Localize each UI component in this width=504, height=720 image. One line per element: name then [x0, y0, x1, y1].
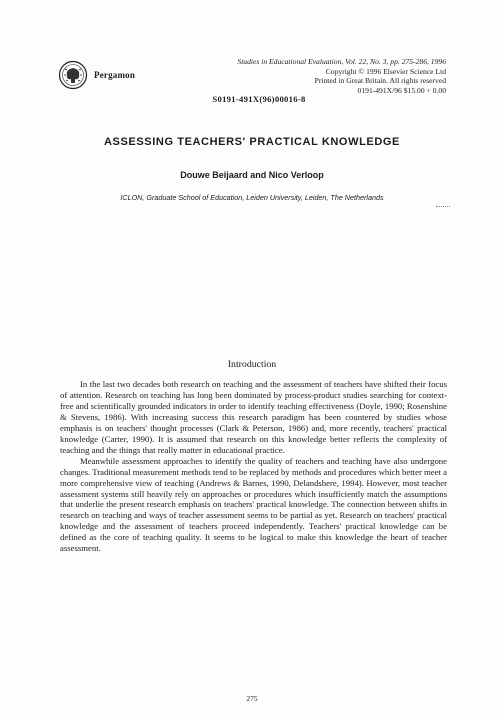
publisher-name: Pergamon: [94, 70, 136, 80]
copyright-line: Copyright © 1996 Elsevier Science Ltd: [325, 66, 446, 76]
body-paragraph: In the last two decades both research on teaching and the assessment of teachers have shifted their focus of attention. Research on teaching has long been dominated by process-product studies searching for context-free and scientifically grounded indicators in order to identify teaching effectiveness (Doyle, 1990; Rosenshine & Stevens, 1986). With increasing success this research paradigm has been countered by studies whose emphasis is on teachers' thought processes (Clark & Peterson, 1986) and, more recently, teachers' practical knowledge (Carter, 1990). It is assumed that research on this knowledge better reflects the complexity of teaching and the things that really matter in educational practice.: [60, 379, 447, 455]
body-paragraph: Meanwhile assessment approaches to identify the quality of teachers and teaching have also undergone changes. Traditional measurement methods tend to be replaced by methods and procedures which better meet a more comprehensive view of teaching (Andrews & Barnes, 1990, Delandshere, 1994). However, most teacher assessment systems still heavily rely on approaches or procedures which insufficiently match the assumptions that underlie the present research emphasis on teachers' practical knowledge. The connection between shifts in research on teaching and ways of teacher assessment seems to be partial as yet. Research on teachers' practical knowledge and the assessment of teachers proceed independently. Teachers' practical knowledge can be defined as the core of teaching quality. It seems to be logical to make this knowledge the heart of teacher assessment.: [60, 455, 447, 554]
journal-citation-line: Studies in Educational Evaluation, Vol. 22, No. 3, pp. 275-286, 1996: [237, 57, 446, 66]
page-number: 275: [246, 694, 258, 703]
publisher-logo: [58, 60, 135, 90]
article-authors: Douwe Beijaard and Nico Verloop: [180, 170, 324, 180]
author-affiliation: ICLON, Graduate School of Education, Leiden University, Leiden, The Netherlands: [120, 193, 384, 202]
scan-artifact: [436, 206, 450, 208]
printed-line: Printed in Great Britain. All rights reserved: [314, 76, 446, 86]
elsevier-tree-logo-icon: [58, 60, 88, 90]
article-identifier: S0191-491X(96)00016-8: [212, 94, 306, 104]
body-text: [60, 379, 447, 554]
article-title: ASSESSING TEACHERS' PRACTICAL KNOWLEDGE: [104, 136, 400, 148]
journal-citation: [237, 57, 446, 95]
section-heading: Introduction: [227, 359, 277, 370]
issn-price-line: 0191-491X/96 $15.00 + 0.00: [357, 85, 446, 95]
